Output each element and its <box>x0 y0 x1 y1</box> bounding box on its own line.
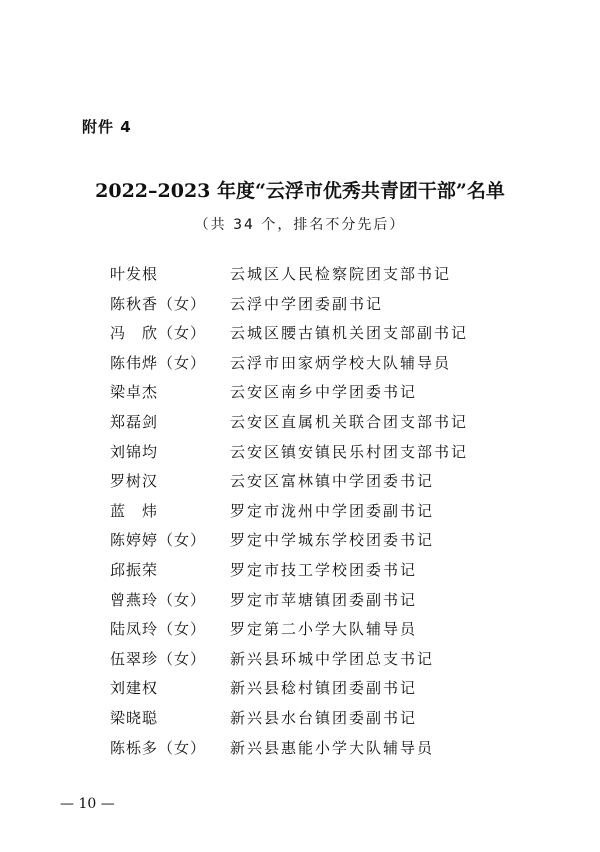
attachment-label: 附件 4 <box>82 118 132 136</box>
honoree-position: 云安区南乡中学团委书记 <box>230 383 418 402</box>
honoree-position: 云安区富林镇中学团委书记 <box>230 472 435 491</box>
honoree-name: 伍翠珍（女） <box>110 649 207 668</box>
list-item <box>0 677 600 707</box>
list-item <box>0 352 600 382</box>
list-item <box>0 381 600 411</box>
list-item <box>0 293 600 323</box>
document-subtitle: （共 34 个，排名不分先后） <box>194 217 406 233</box>
honoree-name: 蓝 炜 <box>110 501 159 520</box>
honoree-name: 冯 欣（女） <box>110 324 207 343</box>
list-item <box>0 322 600 352</box>
page-number: — 10 — <box>60 796 115 812</box>
honoree-name: 陈栎多（女） <box>110 738 207 757</box>
honoree-name: 罗树汉 <box>110 472 159 491</box>
honoree-name: 曾燕玲（女） <box>110 590 207 609</box>
list-item <box>0 559 600 589</box>
honoree-position: 云安区直属机关联合团支部书记 <box>230 412 469 431</box>
list-item <box>0 529 600 559</box>
list-item <box>0 648 600 678</box>
honoree-position: 罗定市苹塘镇团委副书记 <box>230 590 418 609</box>
honoree-position: 云浮市田家炳学校大队辅导员 <box>230 353 452 372</box>
honoree-name: 邱振荣 <box>110 560 159 579</box>
list-item <box>0 589 600 619</box>
list-item <box>0 441 600 471</box>
list-item <box>0 263 600 293</box>
honoree-name: 陆凤玲（女） <box>110 620 207 639</box>
list-item <box>0 500 600 530</box>
list-item <box>0 737 600 767</box>
honoree-name: 梁晓聪 <box>110 708 159 727</box>
honoree-name: 陈婷婷（女） <box>110 531 207 550</box>
honoree-name: 陈伟烨（女） <box>110 353 207 372</box>
honoree-position: 罗定中学城东学校团委书记 <box>230 531 435 550</box>
honoree-position: 云安区镇安镇民乐村团支部书记 <box>230 442 469 461</box>
document-title: 2022–2023 年度“云浮市优秀共青团干部”名单 <box>95 180 505 202</box>
honoree-position: 云城区人民检察院团支部书记 <box>230 265 452 283</box>
honoree-name: 刘锦均 <box>110 442 159 461</box>
list-item <box>0 707 600 737</box>
honoree-name: 叶发根 <box>110 265 159 283</box>
honoree-list <box>0 263 600 766</box>
honoree-name: 梁卓杰 <box>110 383 159 402</box>
honoree-position: 新兴县环城中学团总支书记 <box>230 649 435 668</box>
honoree-position: 罗定市技工学校团委书记 <box>230 560 418 579</box>
honoree-position: 新兴县稔村镇团委副书记 <box>230 679 418 698</box>
honoree-position: 云浮中学团委副书记 <box>230 294 384 313</box>
honoree-position: 罗定第二小学大队辅导员 <box>230 620 418 639</box>
list-item <box>0 411 600 441</box>
list-item <box>0 470 600 500</box>
honoree-position: 云城区腰古镇机关团支部副书记 <box>230 324 469 343</box>
honoree-name: 郑磊剑 <box>110 412 159 431</box>
honoree-position: 新兴县水台镇团委副书记 <box>230 708 418 727</box>
list-item <box>0 618 600 648</box>
honoree-name: 陈秋香（女） <box>110 294 207 313</box>
honoree-name: 刘建权 <box>110 679 159 698</box>
honoree-position: 新兴县惠能小学大队辅导员 <box>230 738 435 757</box>
honoree-position: 罗定市泷州中学团委副书记 <box>230 501 435 520</box>
